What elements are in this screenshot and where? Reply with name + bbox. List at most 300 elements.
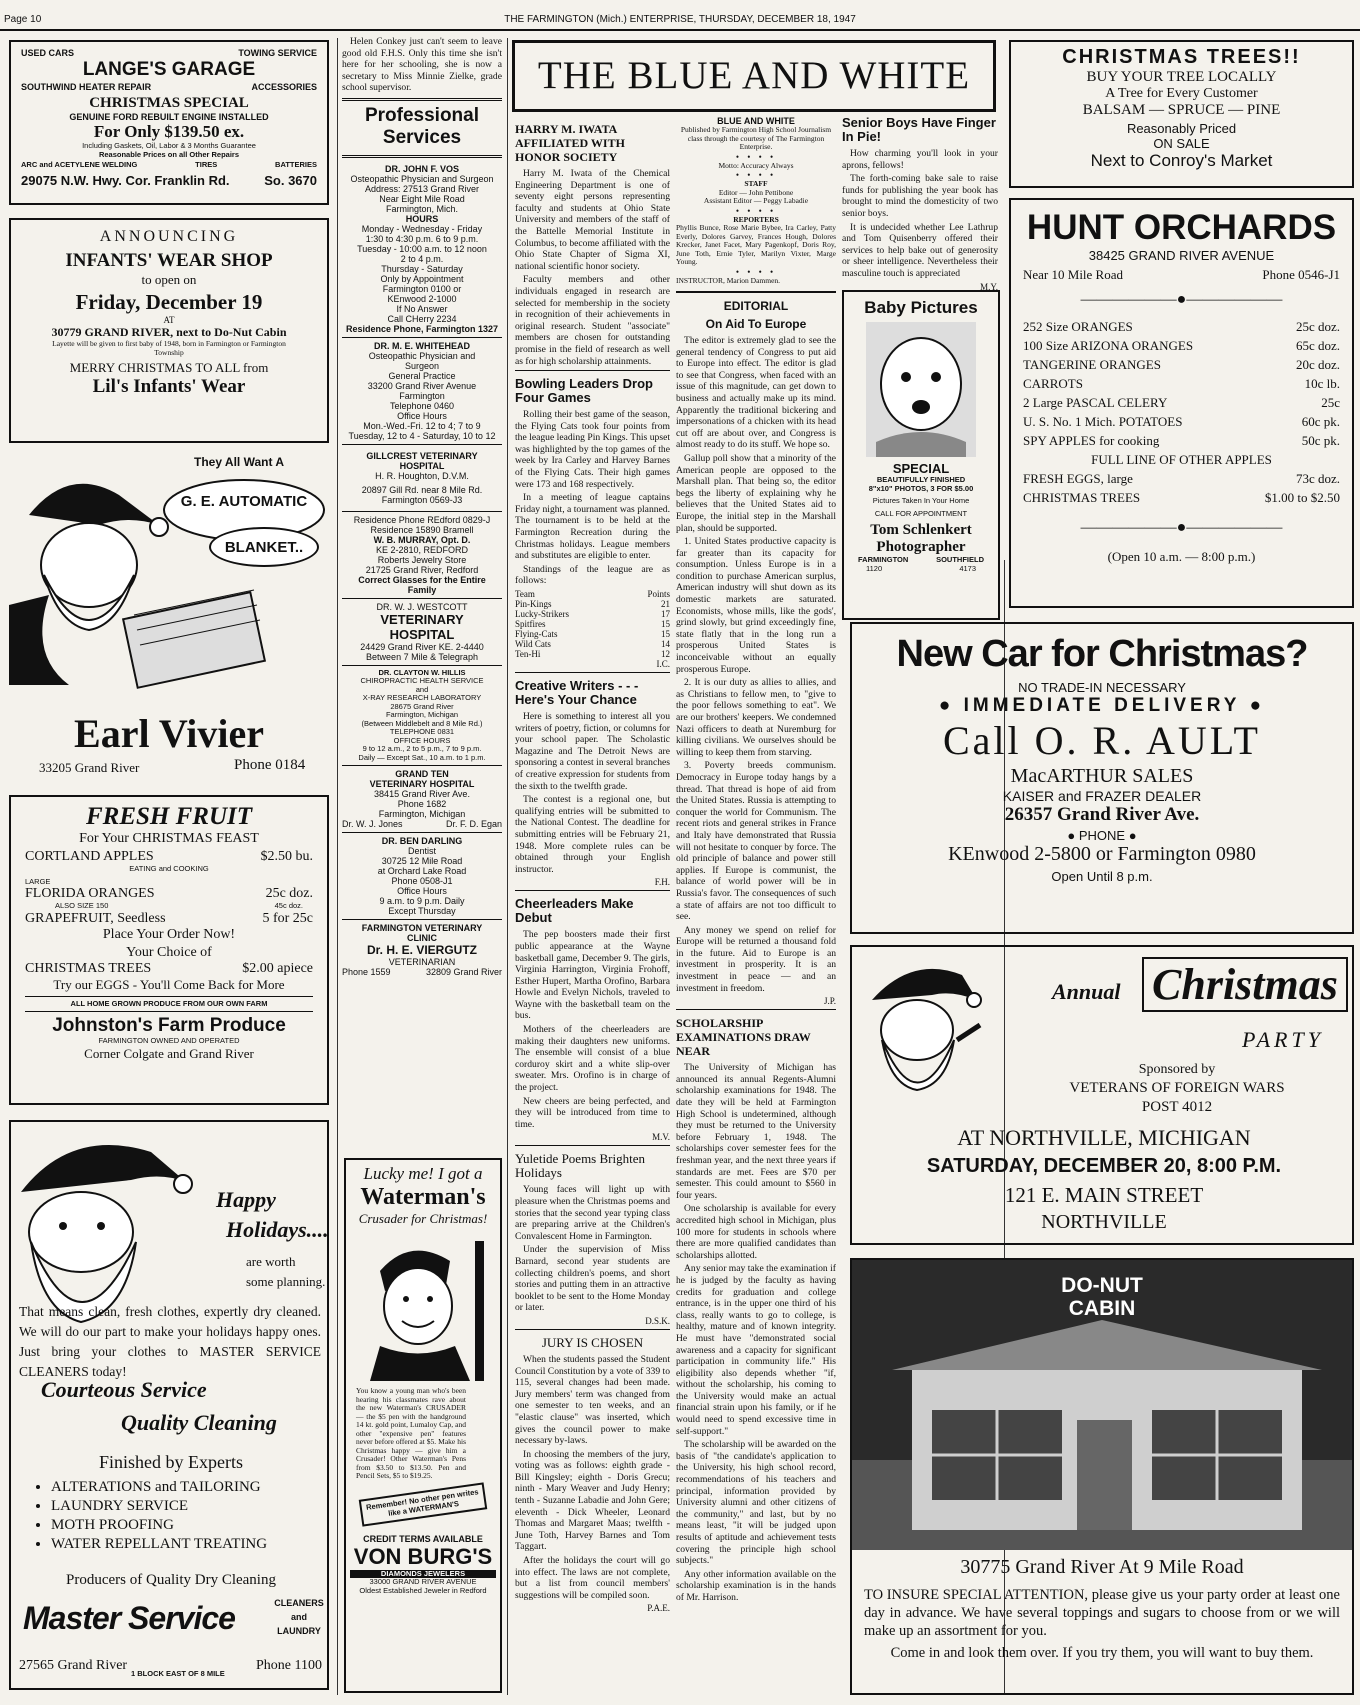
card-line: Office Hours <box>397 410 447 421</box>
card-line: Except Thursday <box>388 906 456 917</box>
scholarship-headline: SCHOLARSHIP EXAMINATIONS DRAW NEAR <box>676 1016 811 1059</box>
immediate-delivery: IMMEDIATE DELIVERY <box>963 695 1241 716</box>
boys-para: It is undecided whether Lee Lathrup and Tom Quisenberry offered their services to help bake out of generosity or sheer intelligence. Nevertheless their masculine touch is appreciated <box>842 221 998 279</box>
card-line: Telephone 0460 <box>389 400 455 411</box>
editorial-para: 2. It is our duty as allies to allies, and as Christians to fellow men, to "give to the poor fellows something to eat". We are our brothers' keepers. We condemned Nazi officers to death at Nuremburg for killing civilians. We ourselves should be willing to keep them from starving. <box>676 677 836 758</box>
donut-cabin-ad <box>850 1258 1354 1695</box>
card-line: DR. JOHN F. VOS <box>384 163 459 174</box>
hunt-item: CARROTS <box>1023 376 1083 391</box>
hunt-address: 38425 GRAND RIVER AVENUE <box>1088 248 1275 263</box>
column-rule <box>337 38 338 1695</box>
christmas-party-ad <box>850 945 1354 1245</box>
scholarship-para: The University of Michigan has announced its annual Regents-Alumni scholarship examinations for 1948. The date they will be held at Farmington High School is undetermined, although they must be returned to the University before February 1, 1948. The scholarships cover semester fees for the freshman year, and the next three years if standards are met. Fees are $70 per semester. This could amount to $560 in four years. <box>676 1062 836 1201</box>
cleaners-address: 27565 Grand River <box>19 1658 128 1673</box>
bw-column-2: BLUE AND WHITE Published by Farmington High School Journalism class through the courtesy of The Farmington Enterprise. • • • • Motto: Accuracy Always • • • • STAFF Editor — John Pettibone Assistant Editor — Peggy Labadie • • • • REPORTERS Phyllis Bunce, Rose Marie Bybee, Ira Carley, Patty Everly, Dolores Garvey, Frances Hough, Dolores Krecker, Janet Facet, Mary Pagenkopf, Doris Roy, June Toth, Ernie Tyler, Marilyn Vixter, Marge Young. • • • • INSTRUCTOR, Marion Dammen. EDITORIAL On Aid To Europe The editor is extremely glad to see the general tendency of Congress to put aid to Europe into effect. The editor is glad to see that Congress, when faced with an issue of this magnitude, can get down to business and actually make up its mind. Apparently the traditional bickering and impersonations of a chicken with its head cut off are about over, and Congress is almost ready to do its stuff. We hope so. Gallup poll show that a minority of the American people are opposed to the Marshall plan. That being so, the editor begs the liberty of explaining why he believes that the United States aid to Europe, the initial step in the Marshall plan, should be supported. 1. United States productive capacity is far greater than its capacity for consumption. Unless Europe is in a condition to purchase American surplus, American industry will shut down as its domestic markets are saturated. Economists, whose mills, like the gods', grind slowly, but grind exceedingly fine, state flatly that in the long run a prosperous United States is inconceivable without an equally prosperous Europe. 2. It is our duty as allies to allies, and as Christians to fellow men, to "give to the poor fellows something to eat". We are our brothers' keepers. We condemned Nazi officers to death at Nuremburg for killing civilians. We ourselves should be willing to keep them from starving. 3. Poverty breeds communism. Democracy in Europe today hangs by a thread. That thread is hope of aid from the United States. Russia is attempting to conquer the world for Communism. The recent riots and general strikes in France and Italy have demonstrated that Russia will not hesitate to conquer by force. The old principle of balance and power still applies. If Europe is communist, the balance of world power will be in Russia's favor. The consequences of such a state of affairs are not too difficult to see. Any money we spend on relief for Europe will be returned a thousand fold in the future. Aid to Europe is an investment in prosperity. It is an investment in peace — and an investment in freedom. J.P. SCHOLARSHIP EXAMINATIONS DRAW NEAR The University of Michigan has announced its annual Regents-Alumni scholarship examinations for 1948. The date they will be held at Farmington High School is undetermined, although they must be returned to the University before February 1, 1948. The scholarships cover semester fees for the freshman year, and the next three years if standards are met. Fees are $70 per semester. This could amount to $560 in four years. One scholarship is available for every accredited high school in Michigan, plus 100 more for students in schools where there are more qualified candidates than scholarships allotted. Any senior may take the examination if he is judged by the faculty as having credits for graduation and college entrance, is in the upper one third of his class, really wants to go to college, is healthy, mature and of known integrity. He must have "demonstrated social awareness and a capacity for significant participation in community life." His eligibility also depends whether "if, without the scholarship, his coming to the University would make an actual financial strain upon his family, or if he would need to spend excessive time in self-support." The scholarship will be awarded on the basis of "the candidate's application to the University, his high school record, recommendations of his teachers and principal, information provided by University alumni and other citizens of the community," and last, but by no means least, "it will be judged upon results of aptitude and achievement tests covering the principle high school subjects." Any other information available on the scholarship examination is in the hands of Mr. Harrison. <box>676 116 836 1603</box>
no-trade-in: NO TRADE-IN NECESSARY <box>1018 680 1186 695</box>
eggs-line: Try our EGGS - You'll Come Back for More <box>53 976 285 992</box>
accessories-label: ACCESSORIES <box>251 82 317 92</box>
poems-para: Young faces will light up with pleasure when the Christmas poems and stories that the second year typing class are preparing arrive at the Children's Convalescent Home in Farmington. <box>515 1184 670 1242</box>
iwata-para: Harry M. Iwata of the Chemical Engineering Department is one of seventy eight persons representing faculty and students at Ohio State University and members of the staff of the Battelle Memorial Institute in Columbus, to become affiliated with the Ohio State Chapter of Sigma XI, national scientific honor society. <box>515 168 670 272</box>
hunt-price: 65c doz. <box>1295 338 1340 353</box>
card-line: DR. M. E. WHITEHEAD <box>374 340 470 351</box>
trees-kinds: BALSAM — SPRUCE — PINE <box>1082 102 1281 118</box>
farm-trees-price: $2.00 apiece <box>242 960 313 976</box>
size-150-label: ALSO SIZE 150 <box>55 901 109 910</box>
vivier-phone: Phone 0184 <box>234 757 306 773</box>
writers-headline: Creative Writers - - - Here's Your Chance <box>515 678 639 707</box>
donut-sign-line-1: DO-NUT <box>1061 1274 1143 1297</box>
party-town: NORTHVILLE <box>1041 1211 1167 1233</box>
standings-points: 15 <box>661 629 670 639</box>
hunt-item: 100 Size ARIZONA ORANGES <box>1023 338 1194 353</box>
card-line: HOSPITAL <box>389 626 455 642</box>
card-line: Dr. H. E. VIERGUTZ <box>366 943 477 958</box>
hunt-orchards-ad <box>1009 198 1354 608</box>
baby-special: SPECIAL <box>892 461 950 476</box>
vfw-post: POST 4012 <box>1141 1099 1213 1115</box>
card-line: Only by Appointment <box>380 273 464 284</box>
byline: I.C. <box>656 659 670 669</box>
trees-priced: Reasonably Priced <box>1126 121 1237 136</box>
writers-para: The contest is a regional one, but qualifying entries will be submitted to the National Contest. The deadline for submitting entries will be February 21, 1948. More complete rules can be obtained through your English instructor. <box>515 794 670 875</box>
blue-and-white-title: THE BLUE AND WHITE <box>537 54 971 97</box>
standings-points: 12 <box>661 649 670 659</box>
standings-table <box>515 589 670 669</box>
planning-text: are worth some planning. <box>246 1254 326 1289</box>
grapefruit-price: 5 for 25c <box>262 910 313 926</box>
card-line: Residence Phone, Farmington 1327 <box>345 323 499 334</box>
staff-assistant: Assistant Editor — Peggy Labadie <box>703 196 809 205</box>
baby-finished: BEAUTIFULLY FINISHED <box>876 475 966 484</box>
hunt-item: SPY APPLES for cooking <box>1023 433 1160 448</box>
card-line: HOURS <box>405 213 439 224</box>
boys-para: How charming you'll look in your aprons, fellows! <box>842 148 998 171</box>
card-line: GRAND TEN <box>395 769 449 780</box>
card-line: Monday - Wednesday - Friday <box>361 223 483 234</box>
card-line: 28675 Grand River <box>390 701 454 711</box>
farm-trees-item: CHRISTMAS TREES <box>25 960 152 976</box>
service-item: • ALTERATIONS and TAILORING <box>51 1478 267 1497</box>
card-line: Office Hours <box>397 886 447 897</box>
hunt-hours: (Open 10 a.m. — 8:00 p.m.) <box>1107 549 1256 564</box>
baby-photo-illustration <box>866 322 976 457</box>
new-car-ad <box>850 622 1354 934</box>
cortland-sub: EATING and COOKING <box>129 864 209 873</box>
byline: D.S.K. <box>645 1315 670 1326</box>
editorial-para: Gallup poll show that a minority of the American people are opposed to the Marshall plan. That being so, the editor begs the liberty of explaining why he believes that the United States aid to Europe, the initial step in the Marshall plan, should be supported. <box>676 452 836 534</box>
reporters-label: REPORTERS <box>733 214 779 224</box>
card-line: Roberts Jewelry Store <box>377 554 467 565</box>
card-line: DR. BEN DARLING <box>381 836 463 847</box>
staff-label: STAFF <box>744 179 768 188</box>
bowling-para: In a meeting of league captains Friday night, a tournament was planned. The tournament is to be held at the Farmington Recreation during the Christmas holidays. League members and substitutes are eligible to enter. <box>515 492 670 562</box>
byline: M.Y. <box>980 281 998 292</box>
santa-pointing-illustration <box>862 955 982 1095</box>
engine-price: For Only $139.50 ex. <box>93 122 245 141</box>
card-line: VETERINARY HOSPITAL <box>369 779 475 790</box>
master-service-ad <box>9 1120 329 1690</box>
hunt-eggs-price: 73c doz. <box>1295 471 1340 486</box>
card-line: Farmington, Michigan <box>378 809 466 820</box>
vos-card <box>342 164 502 334</box>
card-line: 9 a.m. to 9 p.m. Daily <box>379 896 465 907</box>
bowling-para: Standings of the league are as follows: <box>515 563 670 587</box>
open-label: to open on <box>141 272 197 287</box>
card-line: CLINIC <box>407 933 437 944</box>
card-line: Near Eight Mile Road <box>379 193 465 204</box>
card-line: Tuesday, 12 to 4 - Saturday, 10 to 12 <box>348 430 496 441</box>
iwata-headline: HARRY M. IWATA AFFILIATED WITH HONOR SOCIETY <box>515 122 625 164</box>
card-line: 30725 12 Mile Road <box>381 856 463 867</box>
von-burgs-oldest: Oldest Established Jeweler in Redford <box>359 1585 487 1595</box>
scholarship-para: One scholarship is available for every accredited high school in Michigan, plus 100 more for students in schools where there are more qualified candidates than scholarships allotted. <box>676 1203 836 1261</box>
card-line: KEnwood 2-1000 <box>387 293 457 304</box>
hillis-card <box>342 669 502 763</box>
open-date: Friday, December 19 <box>75 290 263 314</box>
card-line: DR. CLAYTON W. HILLIS <box>378 667 466 677</box>
johnstons-farm-ad <box>9 795 329 1105</box>
welding-label: ARC and ACETYLENE WELDING <box>21 160 138 169</box>
ornament-divider: ——————●—————— <box>1080 291 1283 308</box>
quality-heading: Quality Cleaning <box>121 1410 277 1435</box>
langes-phone: So. 3670 <box>264 172 317 188</box>
card-line: Farmington <box>399 390 445 401</box>
credit-line: CREDIT TERMS AVAILABLE <box>363 1533 483 1544</box>
byline: J.P. <box>823 996 836 1007</box>
phone-label: PHONE <box>1078 828 1126 843</box>
watermans-name: Waterman's <box>360 1184 486 1210</box>
editorial-para: The editor is extremely glad to see the general tendency of Congress to put aid to Europe into effect. The editor is glad to see that Congress, when faced with an issue of this magnitude, can get down to business and actually make up its mind. Apparently the traditional bickering and impersonations of a chicken with its head cut off are about over, and Congress is almost ready to do its stuff. We hope so. <box>676 335 836 451</box>
card-line: Dr. F. D. Egan <box>445 819 502 830</box>
florida-item: FLORIDA ORANGES <box>25 886 155 901</box>
card-line: VETERINARIAN <box>388 957 456 968</box>
trees-every: A Tree for Every Customer <box>1105 86 1258 101</box>
donut-sign-line-2: CABIN <box>1068 1297 1136 1320</box>
jury-para: When the students passed the Student Council Constitution by a vote of 339 to 115, several changes had been made. Jury members' term was changed from one semester to ten weeks, and an "elastic clause" was inserted, which gives the council power to make necessary by-laws. <box>515 1353 670 1447</box>
cheer-para: New cheers are being perfected, and they will be introduced from time to time. <box>515 1095 670 1130</box>
hunt-full-line: FULL LINE OF OTHER APPLES <box>1091 452 1272 467</box>
phone-line: ● PHONE ● <box>1067 828 1137 843</box>
engine-line: GENUINE FORD REBUILT ENGINE INSTALLED <box>69 112 269 122</box>
langes-garage-ad <box>9 40 329 205</box>
kaiser-frazer: KAISER and FRAZER DEALER <box>1002 788 1202 804</box>
bw-column-3 <box>842 115 998 292</box>
card-line: Farmington 0100 or <box>382 283 462 294</box>
watermans-ad <box>344 1158 502 1693</box>
card-line: Phone 1559 <box>342 967 391 978</box>
service-item: • MOTH PROOFING <box>51 1516 267 1535</box>
card-line: Thursday - Saturday <box>381 263 463 274</box>
byline: P.A.E. <box>647 1603 670 1614</box>
byline: M.V. <box>652 1132 670 1143</box>
christmas-special: CHRISTMAS SPECIAL <box>89 95 249 111</box>
hunt-price: 25c <box>1321 395 1340 410</box>
card-line: Between 7 Mile & Telegraph <box>366 651 478 662</box>
jury-para: In choosing the members of the jury, voting was as follows: eighth grade - Bill Kingsley; eighth - Doris Grecu; ninth - Mary Weaver and Judy Henry; tenth - Suzanne Labadie and John Gere; eleventh - Dick Wheeler, Leonard Thomas and Margaret Maas; twelfth - June Toth, Harvey Barnes and Tom Taggart. <box>515 1448 670 1553</box>
hunt-price: 60c pk. <box>1301 414 1340 429</box>
jury-headline: JURY IS CHOSEN <box>541 1334 644 1350</box>
card-line: (Between Middlebelt and 8 Mile Rd.) <box>361 718 483 728</box>
card-line: CHIROPRACTIC HEALTH SERVICE <box>360 676 484 686</box>
card-line: Farmington, Mich. <box>385 203 459 214</box>
staff-motto: Motto: Accuracy Always <box>718 160 794 170</box>
hunt-eggs: FRESH EGGS, large <box>1023 471 1133 486</box>
hunt-item: U. S. No. 1 Mich. POTATOES <box>1023 414 1183 429</box>
order-line: Place Your Order Now! <box>102 926 236 942</box>
experts-line: Finished by Experts <box>99 1452 243 1472</box>
card-line: If No Answer <box>396 303 448 314</box>
bw-column-1 <box>515 116 670 1696</box>
cheerleaders-headline: Cheerleaders Make Debut <box>515 896 634 926</box>
side-line: LAUNDRY <box>277 1626 321 1636</box>
party-street: 121 E. MAIN STREET <box>1004 1183 1204 1207</box>
viergutz-card <box>342 923 502 977</box>
standings-header: Team <box>515 589 535 599</box>
vivier-name: Earl Vivier <box>74 711 264 756</box>
langes-name: LANGE'S GARAGE <box>82 59 256 80</box>
trees-location: Next to Conroy's Market <box>1090 151 1273 170</box>
photographer-title: Photographer <box>876 539 966 555</box>
standings-points: 21 <box>661 599 670 609</box>
trees-buy: BUY YOUR TREE LOCALLY <box>1086 69 1277 85</box>
baby-farmington: FARMINGTON <box>858 555 909 564</box>
hunt-price: 20c doz. <box>1295 357 1340 372</box>
card-line: Osteopathic Physician and <box>368 350 476 361</box>
bubble-line-3: BLANKET.. <box>209 527 319 567</box>
card-line: Address: 27513 Grand River <box>364 183 480 194</box>
tires-label: TIRES <box>195 160 218 169</box>
card-line: OFFICE HOURS <box>393 735 451 745</box>
feast-line: For Your CHRISTMAS FEAST <box>79 831 259 846</box>
at-label: AT <box>163 315 175 325</box>
crusader-line: Crusader for Christmas! <box>358 1211 488 1226</box>
johnstons-name: Johnston's Farm Produce <box>52 1015 286 1036</box>
professional-column <box>342 36 502 977</box>
hunt-name: HUNT ORCHARDS <box>1026 208 1337 247</box>
baby-southfield: SOUTHFIELD <box>936 555 984 564</box>
party-location: AT NORTHVILLE, MICHIGAN <box>957 1125 1251 1150</box>
bowling-para: Rolling their best game of the season, the Flying Cats took four points from the league leading Pin Kings. This upset was highlighted by the top games of the week by Ira Carley and Harvey Barnes of the Flying Cats. Their high games were 173 and 168 respectively. <box>515 409 670 490</box>
reporters-names: Phyllis Bunce, Rose Marie Bybee, Ira Carley, Patty Everly, Dolores Garvey, Frances Hough, Dolores Krecker, Janet Facet, Mary Pagenkopf, Doris Roy, June Toth, Ernie Tyler, Marilyn Vixter, Marge Young. <box>676 223 836 266</box>
card-line: W. B. MURRAY, Opt. D. <box>373 534 471 545</box>
cleaners-phone: Phone 1100 <box>256 1658 322 1673</box>
donut-come: Come in and look them over. If you try them, you will want to buy them. <box>890 1645 1314 1661</box>
von-burgs-address: 33000 GRAND RIVER AVENUE <box>369 1577 477 1586</box>
cheer-para: The pep boosters made their first public appearance at the Wayne basketball game, December 9. The girls, Virginia Harrington, Virginia Frohoff, Esther Hupert, Martha Orofino, Barbara Howle and Evelyn Nichols, traveled to Wayne with the basketball team on the bus. <box>515 929 670 1022</box>
card-line: 21725 Grand River, Redford <box>365 564 479 575</box>
infants-wear-ad <box>9 218 329 443</box>
lucky-line: Lucky me! I got a <box>363 1164 483 1183</box>
heater-label: SOUTHWIND HEATER REPAIR <box>21 82 152 92</box>
scholarship-para: Any other information available on the scholarship examination is in the hands of Mr. Harrison. <box>676 1568 836 1603</box>
standings-team: Lucky-Strikers <box>515 609 569 619</box>
services-list <box>29 1478 267 1554</box>
shop-address: 30779 GRAND RIVER, next to Do-Nut Cabin <box>51 325 287 339</box>
sponsored-label: Sponsored by <box>1138 1062 1216 1077</box>
vivier-ad <box>9 455 329 780</box>
card-line: Family <box>407 584 437 595</box>
card-line: 32809 Grand River <box>425 967 502 978</box>
baby-southfield-num: 4173 <box>959 563 976 573</box>
card-line: Mon.-Wed.-Fri. 12 to 4; 7 to 9 <box>363 420 481 431</box>
merry-line: MERRY CHRISTMAS TO ALL from <box>69 360 269 375</box>
card-line: H. R. Houghton, D.V.M. <box>375 470 469 481</box>
senior-boys-headline: Senior Boys Have Finger In Pie! <box>842 115 996 144</box>
master-service-name: Master Service <box>23 1600 235 1636</box>
hunt-item: 2 Large PASCAL CELERY <box>1023 395 1168 410</box>
card-line: Daily — Except Sat., 10 a.m. to 1 p.m. <box>358 752 486 762</box>
grand-ten-card <box>342 769 502 829</box>
card-line: Residence Phone REdford 0829-J <box>353 514 491 525</box>
blue-and-white-banner <box>512 40 996 112</box>
staff-published: Published by Farmington High School Journalism class through the courtesy of The Farmington Enterprise. <box>680 125 832 151</box>
card-line: 38415 Grand River Ave. <box>374 789 470 800</box>
cleaners-side <box>273 1596 325 1638</box>
service-item: • LAUNDRY SERVICE <box>51 1497 267 1516</box>
watermans-body: You know a young man who's been hearing his classmates rave about the new Waterman's CRUSADER — the $5 pen with the handground 14 kt. gold point, Lumaloy Cap, and other "expensive pen" features never before offered at $5. Make his Christmas happy — give him a Crusader! Other Waterman's Pens from $3.50 to $13.50. Pen and Pencil Sets, $5 to $19.25. <box>356 1386 466 1480</box>
hunt-item: TANGERINE ORANGES <box>1023 357 1161 372</box>
size-150-price: 45c doz. <box>274 901 303 910</box>
langes-address: 29075 N.W. Hwy. Cor. Franklin Rd. <box>21 172 230 188</box>
trees-heading: CHRISTMAS TREES!! <box>1062 46 1301 68</box>
producers-line: Producers of Quality Dry Cleaning <box>66 1572 276 1588</box>
darling-card <box>342 836 502 916</box>
professional-heading: Professional <box>364 104 480 126</box>
remember-badge: Remember! No other pen writes like a WATERMAN'S <box>359 1482 488 1526</box>
batteries-label: BATTERIES <box>275 160 317 169</box>
home-grown-line: ALL HOME GROWN PRODUCE FROM OUR OWN FARM <box>70 998 268 1008</box>
gillcrest-card <box>342 451 502 505</box>
staff-editor: Editor — John Pettibone <box>718 187 794 197</box>
car-address: 26357 Grand River Ave. <box>1004 804 1200 825</box>
donut-body: TO INSURE SPECIAL ATTENTION, please give us your party order at least one day in advance. We have several toppings and sugars to choose from or we will make up an assortment for you. <box>864 1587 1340 1639</box>
boys-para: The forth-coming bake sale to raise funds for publishing the year book has brought to mind the domesticity of two senior boys. <box>842 173 998 219</box>
florida-price: 25c doz. <box>265 886 313 901</box>
von-burgs-name: VON BURG'S <box>353 1543 493 1569</box>
bubble-line-2: G. E. AUTOMATIC <box>180 493 308 510</box>
donut-address: 30775 Grand River At 9 Mile Road <box>960 1556 1244 1578</box>
card-line: Dr. W. J. Jones <box>342 819 403 830</box>
card-line: Tuesday - 10:00 a.m. to 12 noon <box>357 243 487 254</box>
card-line: at Orchard Lake Road <box>377 866 467 877</box>
card-line: 20897 Gill Rd. near 8 Mile Rd. <box>361 484 483 495</box>
baby-call: CALL FOR APPOINTMENT <box>874 508 968 518</box>
vfw-name: VETERANS OF FOREIGN WARS <box>1069 1080 1285 1096</box>
baby-farmington-num: 1120 <box>866 563 883 573</box>
card-line: KE 2-2810, REDFORD <box>375 544 469 555</box>
christmas-script: Christmas <box>1142 957 1348 1012</box>
party-label: PARTY <box>1242 1027 1324 1052</box>
trees-sale: ON SALE <box>1153 136 1210 151</box>
jury-para: After the holidays the court will go into effect. The laws are not complete, but a list from council members' suggestions will be compiled soon. <box>515 1555 670 1601</box>
card-line: Surgeon <box>404 360 440 371</box>
scholarship-para: Any senior may take the examination if he is judged by the faculty as having credits for graduation and college entrance, is in the upper one third of his class, really wants to go to college, is healthy, mature and of known integrity. He must have "demonstrated social awareness and a capacity for significant participation in community life." His eligibility also depends whether "if, without the scholarship, his coming to the University would make an actual financial strain upon his family, or if he would need to spend excessive time in self-support." <box>676 1263 836 1437</box>
owned-line: FARMINGTON OWNED AND OPERATED <box>98 1036 240 1045</box>
column-rule <box>507 38 508 1695</box>
masthead-rule <box>0 29 1360 31</box>
side-line: and <box>290 1612 307 1622</box>
card-line: FARMINGTON VETERINARY <box>361 923 483 934</box>
scholarship-para: The scholarship will be awarded on the basis of "the candidate's application to the University, his high school record, recommendations of his teachers and principal, information provided by University alumni and other citizens of the community," and last, but by no means least, "it will be judged upon results of aptitude and achievement tests covering the principle high school subjects." <box>676 1439 836 1567</box>
masthead-title: THE FARMINGTON (Mich.) ENTERPRISE, THURSDAY, DECEMBER 18, 1947 <box>504 14 856 25</box>
announcing-label: ANNOUNCING <box>99 228 239 245</box>
side-line: CLEANERS <box>274 1598 324 1608</box>
photographer-name: Tom Schlenkert <box>870 522 972 538</box>
car-hours: Open Until 8 p.m. <box>1051 869 1153 884</box>
annual-label: Annual <box>1052 979 1121 1004</box>
vivier-address: 33205 Grand River <box>39 760 140 775</box>
poems-para: Under the supervision of Miss Barnard, second year students are collecting children's poems, and short stories and putting them in an attractive booklet to be sent to the Home Monday or later. <box>515 1244 670 1314</box>
shop-name: INFANTS' WEAR SHOP <box>65 250 273 271</box>
baby-size: 8"x10" PHOTOS, 3 FOR $5.00 <box>868 483 974 493</box>
party-date: SATURDAY, DECEMBER 20, 8:00 P.M. <box>926 1155 1282 1177</box>
guarantee-line: Including Gaskets, Oil, Labor & 3 Months Guarantee <box>82 141 256 150</box>
card-line: Farmington, Michigan <box>385 710 459 720</box>
card-line: Phone 1682 <box>397 799 447 810</box>
used-cars-label: USED CARS <box>21 48 75 58</box>
east-note: 1 BLOCK EAST OF 8 MILE <box>131 1669 225 1678</box>
courteous-heading: Courteous Service <box>41 1377 207 1402</box>
layette-note: Layette will be given to first baby of 1948, born in Farmington or Farmington Township <box>52 339 286 357</box>
card-line: Phone 0508-J1 <box>391 876 453 887</box>
editorial-subheading: On Aid To Europe <box>705 317 807 331</box>
delivery-line: ● IMMEDIATE DELIVERY ● <box>938 695 1266 716</box>
card-line: 24429 Grand River KE. 2-4440 <box>360 641 484 652</box>
standings-team: Flying-Cats <box>515 629 558 639</box>
new-car-heading: New Car for Christmas? <box>896 633 1308 675</box>
editorial-para: 3. Poverty breeds communism. Democracy in Europe today hangs by a thread. That thread is hope of aid from the United States. Russia is attempting to conquer the world for Communism. The recent riots and general strikes in France and Italy have demonstrated that Russia will not hesitate to conquer by force. The old principle of balance and power still applies. If Europe is communist, the balance of world power will be in Russia's favor. The consequences of such a state of affairs are not too difficult to see. <box>676 760 836 923</box>
card-line: Correct Glasses for the Entire <box>358 574 486 585</box>
happy-heading: Happy <box>216 1187 276 1212</box>
lils-name: Lil's Infants' Wear <box>92 376 246 397</box>
fresh-fruit-heading: FRESH FRUIT <box>85 803 253 830</box>
standings-team: Wild Cats <box>515 639 551 649</box>
ornament-divider: ——————●—————— <box>1080 519 1283 536</box>
repairs-line: Reasonable Prices on all Other Repairs <box>98 149 240 159</box>
bowling-headline: Bowling Leaders Drop Four Games <box>515 376 653 406</box>
poems-headline: Yuletide Poems Brighten Holidays <box>515 1151 645 1181</box>
cortland-item: CORTLAND APPLES <box>25 849 154 864</box>
card-line: TELEPHONE 0831 <box>389 727 455 737</box>
towing-label: TOWING SERVICE <box>238 48 317 58</box>
card-line: 9 to 12 a.m., 2 to 5 p.m., 7 to 9 p.m. <box>362 744 482 754</box>
macarthur-sales: MacARTHUR SALES <box>1010 765 1194 787</box>
call-ault: Call O. R. AULT <box>943 718 1261 763</box>
staff-instructor: INSTRUCTOR, Marion Dammen. <box>676 275 781 285</box>
baby-pictures-ad <box>842 290 1000 620</box>
card-line: General Practice <box>388 370 456 381</box>
card-line: DR. W. J. WESTCOTT <box>376 601 468 612</box>
hunt-near: Near 10 Mile Road <box>1023 267 1124 282</box>
card-line: 1:30 to 4:30 p.m. 6 to 9 p.m. <box>365 233 479 244</box>
card-line: Residence 15890 Bramell <box>370 524 474 535</box>
murray-card <box>342 515 502 595</box>
service-item: • WATER REPELLANT TREATING <box>51 1535 267 1554</box>
young-man-pen-illustration <box>350 1231 500 1381</box>
westcott-card <box>342 602 502 662</box>
card-line: Dentist <box>407 846 436 857</box>
iwata-para: Faculty members and other individuals engaged in research are selected for membership in the society in recognition of their achievements in original research. Student "associate" members are chosen for outstanding promise in the field of research as well as for high scholarship attainments. <box>515 274 670 367</box>
hunt-price: 25c doz. <box>1295 319 1340 334</box>
holidays-heading: Holidays.... <box>226 1217 329 1242</box>
card-line: GILLCREST VETERINARY <box>366 450 478 461</box>
standings-team: Pin-Kings <box>515 599 552 609</box>
bubble-line-1: They All Want A <box>194 455 284 469</box>
car-numbers: KEnwood 2-5800 or Farmington 0980 <box>948 843 1256 865</box>
card-line: and <box>415 684 429 694</box>
editorial-para: 1. United States productive capacity is far greater than its capacity for consumption. Unless Europe is in a condition to purchase American surplus, American industry will shut down as its domestic markets are saturated. Economists, whose mills, like the gods', grind slowly, but grind exceedingly fine, state flatly that in the long run a prosperous United States is inconceivable without an equally prosperous Europe. <box>676 536 836 675</box>
hunt-trees-price: $1.00 to $2.50 <box>1264 490 1340 505</box>
